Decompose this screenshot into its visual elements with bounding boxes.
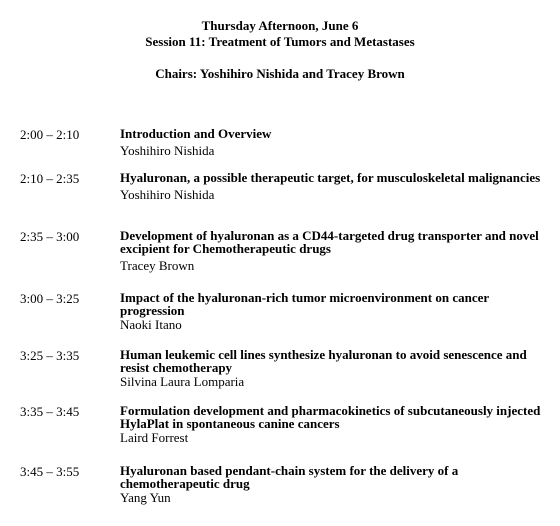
talk-speaker: Tracey Brown [120, 258, 195, 273]
talk-time: 2:10 – 2:35 [20, 171, 80, 186]
talk-title: Hyaluronan, a possible therapeutic target, for musculoskeletal malignancies [120, 170, 541, 185]
talk-time: 3:45 – 3:55 [20, 464, 80, 479]
talk-title: Impact of the hyaluronan-rich tumor microenvironment on cancer progression [120, 290, 489, 318]
talk-time: 3:25 – 3:35 [20, 348, 80, 363]
day-heading: Thursday Afternoon, June 6 [201, 18, 359, 33]
talk-speaker: Yoshihiro Nishida [120, 143, 215, 158]
talk-entry [120, 229, 552, 274]
talk-entry [120, 171, 552, 203]
talk-entry [120, 291, 552, 333]
talk-entry [120, 404, 552, 446]
talk-speaker: Laird Forrest [120, 430, 189, 445]
talk-entry [120, 127, 552, 159]
talk-time: 3:00 – 3:25 [20, 291, 80, 306]
talk-entry [120, 348, 552, 390]
session-title: Session 11: Treatment of Tumors and Metastases [145, 34, 415, 49]
talk-speaker: Naoki Itano [120, 317, 182, 332]
session-chairs: Chairs: Yoshihiro Nishida and Tracey Brown [155, 66, 405, 81]
session-header [0, 18, 560, 82]
talk-speaker: Yang Yun [120, 490, 171, 505]
talk-time: 2:00 – 2:10 [20, 127, 80, 142]
talk-title: Development of hyaluronan as a CD44-targeted drug transporter and novel excipient for Chemotherapeutic drugs [120, 228, 539, 256]
talk-title: Human leukemic cell lines synthesize hyaluronan to avoid senescence and resist chemotherapy [120, 347, 527, 375]
talk-time: 3:35 – 3:45 [20, 404, 80, 419]
talk-title: Hyaluronan based pendant-chain system for the delivery of a chemotherapeutic drug [120, 463, 459, 491]
talk-entry [120, 464, 552, 506]
talk-time: 2:35 – 3:00 [20, 229, 80, 244]
talk-title: Formulation development and pharmacokinetics of subcutaneously injected HylaPlat in spontaneous canine cancers [120, 403, 541, 431]
talk-speaker: Yoshihiro Nishida [120, 187, 215, 202]
talk-speaker: Silvina Laura Lomparia [120, 374, 245, 389]
talk-title: Introduction and Overview [120, 126, 272, 141]
